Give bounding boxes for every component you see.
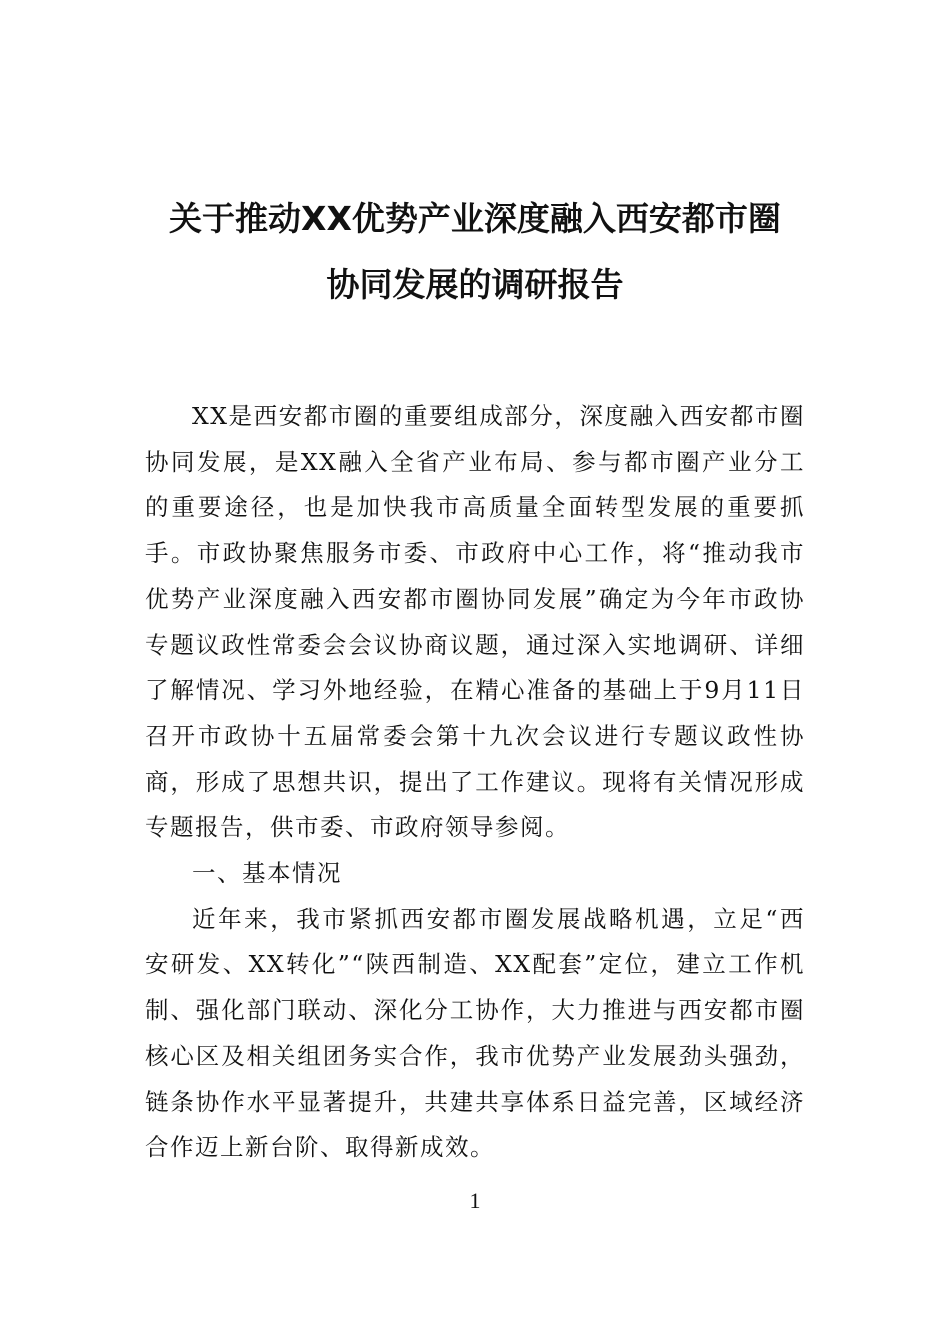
section-heading: 一、基本情况 — [192, 859, 342, 888]
document-title — [145, 186, 805, 318]
intro-paragraph: XX是西安都市圈的重要组成部分，深度融入西安都市圈协同发展，是XX融入全省产业布局、参与都市圈产业分工的重要途径，也是加快我市高质量全面转型发展的重要抓手。市政协聚焦服务市委、市政府中心工作，将“推动我市优势产业深度融入西安都市圈协同发展”确定为今年市政协专题议政性常委会会议协商议题，通过深入实地调研、详细了解情况、学习外地经验，在精心准备的基础上于9月11日召开市政协十五届常委会第十九次会议进行专题议政性协商，形成了思想共识，提出了工作建议。现将有关情况形成专题报告，供市委、市政府领导参阅。 — [145, 402, 805, 842]
title-line-2: 协同发展的调研报告 — [326, 265, 624, 304]
section-paragraph: 近年来，我市紧抓西安都市圈发展战略机遇，立足“西安研发、XX转化”“陕西制造、XX配套”定位，建立工作机制、强化部门联动、深化分工协作，大力推进与西安都市圈核心区及相关组团务实合作，我市优势产业发展劲头强劲，链条协作水平显著提升，共建共享体系日益完善，区域经济合作迈上新台阶、取得新成效。 — [145, 904, 805, 1162]
page-number: 1 — [469, 1188, 481, 1213]
title-line-1: 关于推动XX优势产业深度融入西安都市圈 — [169, 199, 781, 238]
document-body — [145, 394, 805, 1171]
